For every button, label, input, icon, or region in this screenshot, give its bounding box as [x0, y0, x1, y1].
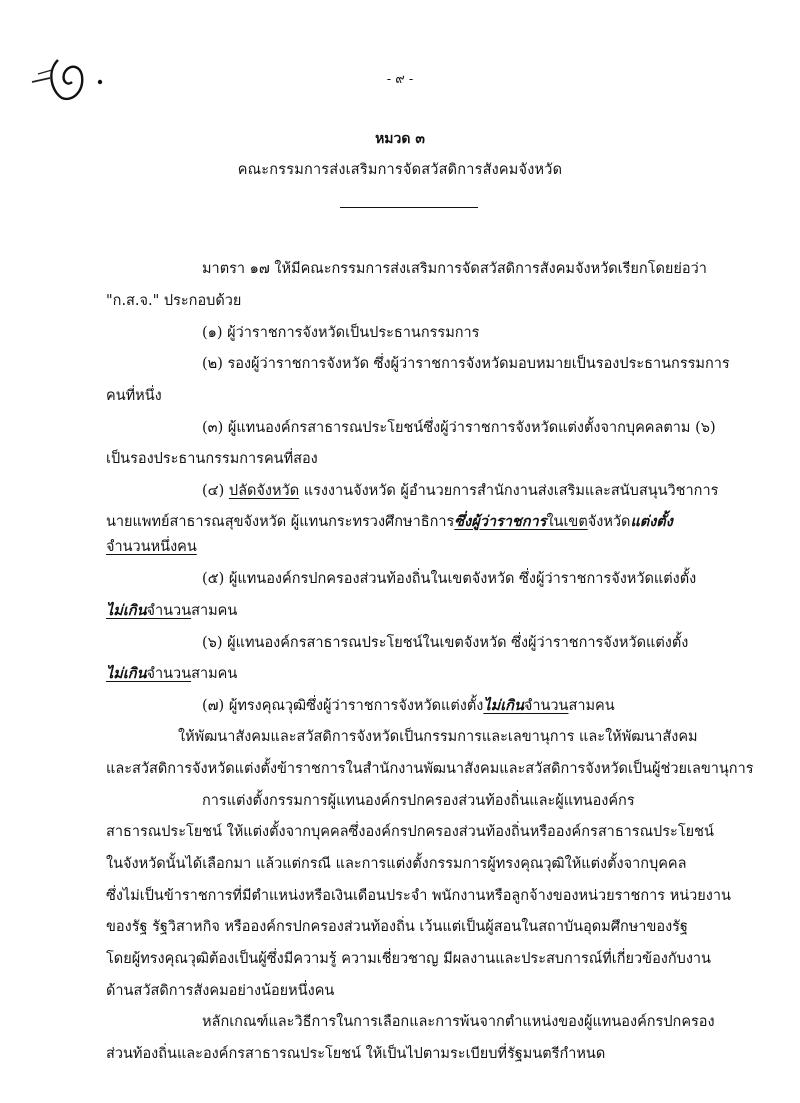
chapter-heading: หมวด ๓: [375, 131, 425, 147]
item-6: (๖) ผู้แทนองค์กรสาธารณประโยชน์ในเขตจังหวัด ซึ่งผู้ว่าราชการจังหวัดแต่งตั้ง: [202, 635, 689, 651]
secretary-paragraph: ให้พัฒนาสังคมและสวัสดิการจังหวัดเป็นกรรมการและเลขานุการ และให้พัฒนาสังคม: [178, 729, 698, 745]
item-6-count: สามคน: [191, 666, 238, 682]
underlined-in-area: ในเขต: [546, 514, 588, 530]
item-4-text: แรงงานจังหวัด ผู้อำนวยการสำนักงานส่งเสริมและสนับสนุนวิชาการ: [299, 483, 719, 499]
item-4-cont-text: นายแพทย์สาธารณสุขจังหวัด ผู้แทนกระทรวงศึกษาธิการ: [106, 514, 455, 530]
selection-rules-paragraph-cont: ส่วนท้องถิ่นและองค์กรสาธารณประโยชน์ ให้เป็นไปตามระเบียบที่รัฐมนตรีกำหนด: [106, 1046, 606, 1062]
item-7-count: สามคน: [568, 698, 615, 714]
item-6-cont: [106, 662, 237, 685]
item-7-text: (๗) ผู้ทรงคุณวุฒิซึ่งผู้ว่าราชการจังหวัดแต่งตั้ง: [202, 698, 484, 714]
selection-rules-paragraph: หลักเกณฑ์และวิธีการในการเลือกและการพ้นจากตำแหน่งของผู้แทนองค์กรปกครอง: [202, 1014, 715, 1030]
title-divider: [340, 207, 478, 208]
section-17-intro: มาตรา ๑๗ ให้มีคณะกรรมการส่งเสริมการจัดสวัสดิการสังคมจังหวัดเรียกโดยย่อว่า: [202, 261, 707, 277]
section-17-intro-cont: "ก.ส.จ." ประกอบด้วย: [106, 293, 242, 309]
appointment-paragraph-line-7: ด้านสวัสดิการสังคมอย่างน้อยหนึ่งคน: [106, 983, 335, 999]
item-3: (๓) ผู้แทนองค์กรสาธารณประโยชน์ซึ่งผู้ว่าราชการจังหวัดแต่งตั้งจากบุคคลตาม (๖): [202, 420, 716, 436]
appointment-paragraph-line-5: ของรัฐ รัฐวิสาหกิจ หรือองค์กรปกครองส่วนท้องถิ่น เว้นแต่เป็นผู้สอนในสถาบันอุดมศึกษาของรัฐ: [106, 919, 688, 935]
item-1: (๑) ผู้ว่าราชการจังหวัดเป็นประธานกรรมการ: [202, 325, 480, 341]
item-4-count: จำนวนหนึ่งคน: [106, 539, 197, 555]
appointment-paragraph-line-2: สาธารณประโยชน์ ให้แต่งตั้งจากบุคคลซึ่งองค์กรปกครองส่วนท้องถิ่นหรือองค์กรสาธารณประโยชน์: [106, 824, 714, 840]
handwritten-not-exceeding: ไม่เกิน: [106, 602, 147, 619]
item-3-cont: เป็นรองประธานกรรมการคนที่สอง: [106, 451, 318, 467]
page-number: - ๙ -: [386, 72, 414, 87]
item-4-number: (๔): [202, 483, 229, 499]
item-2: (๒) รองผู้ว่าราชการจังหวัด ซึ่งผู้ว่าราชการจังหวัดมอบหมายเป็นรองประธานกรรมการ: [202, 356, 730, 372]
item-7: [202, 694, 615, 717]
item-2-cont: คนที่หนึ่ง: [106, 388, 162, 404]
item-5: (๕) ผู้แทนองค์กรปกครองส่วนท้องถิ่นในเขตจังหวัด ซึ่งผู้ว่าราชการจังหวัดแต่งตั้ง: [202, 571, 697, 587]
item-4-province: จังหวัด: [587, 514, 631, 530]
item-5-cont: [106, 599, 237, 622]
appointment-paragraph-line-4: ซึ่งไม่เป็นข้าราชการที่มีตำแหน่งหรือเงินเดือนประจำ พนักงานหรือลูกจ้างของหน่วยราชการ หน่วยงาน: [106, 888, 731, 904]
item-4-cont: [106, 510, 673, 533]
item-5-count: สามคน: [191, 603, 238, 619]
appointment-paragraph: การแต่งตั้งกรรมการผู้แทนองค์กรปกครองส่วนท้องถิ่นและผู้แทนองค์กร: [202, 793, 635, 809]
underlined-number: จำนวน: [523, 698, 569, 714]
underlined-number: จำนวน: [146, 603, 192, 619]
secretary-paragraph-cont: และสวัสดิการจังหวัดแต่งตั้งข้าราชการในสำนักงานพัฒนาสังคมและสวัสดิการจังหวัดเป็นผู้ช่วยเลขานุการ: [106, 761, 754, 777]
handwritten-not-exceeding: ไม่เกิน: [483, 697, 524, 714]
item-4-underlined-governor-deputy: ปลัดจังหวัด: [228, 483, 300, 499]
handwritten-insertion-governor: ซึ่งผู้ว่าราชการ: [454, 513, 547, 530]
underlined-number: จำนวน: [146, 666, 192, 682]
chapter-title: คณะกรรมการส่งเสริมการจัดสวัสดิการสังคมจังหวัด: [237, 162, 563, 178]
appointment-paragraph-line-3: ในจังหวัดนั้นได้เลือกมา แล้วแต่กรณี และการแต่งตั้งกรรมการผู้ทรงคุณวุฒิให้แต่งตั้งจากบุคคล: [106, 856, 687, 872]
handwritten-insertion-appoint: แต่งตั้ง: [630, 513, 673, 530]
appointment-paragraph-line-6: โดยผู้ทรงคุณวุฒิต้องเป็นผู้ซึ่งมีความรู้ ความเชี่ยวชาญ มีผลงานและประสบการณ์ที่เกี่ยวข้องกับงาน: [106, 951, 711, 967]
handwritten-not-exceeding: ไม่เกิน: [106, 665, 147, 682]
item-4: [202, 479, 718, 502]
